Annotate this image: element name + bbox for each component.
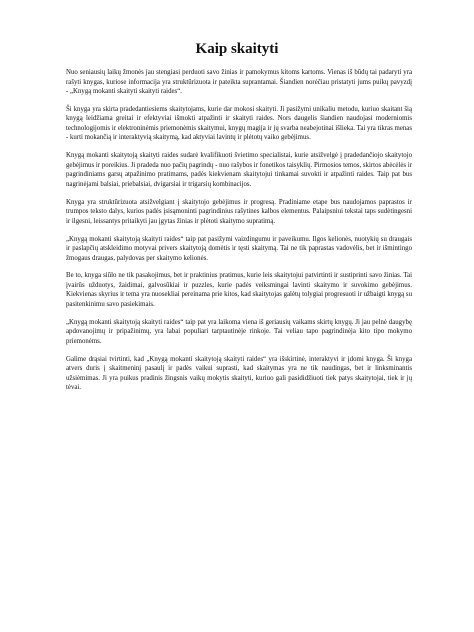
paragraph-5: „Knygą mokanti skaitytoją skaityti raides“ taip pat pasižymi vaizdingumu ir paveikumu. Ilgos kelionės, nuotykių su draugais ir paslapčių atskleidimo motyvai privers skaitytoją domėtis ir tęsti skaitymą. Tai ne tik paprastas vadovėlis, bet ir išmintingo žmogaus draugas, palydovas per skaitymo kelionės. [66,235,412,262]
paragraph-3: Knygą mokanti skaitytoją skaityti raides sudarė kvalifikuoti švietimo specialistai, kurie atsižvelgė į pradedančiojo skaitytojo gebėjimus ir poreikius. Ji pradeda nuo pačių pagrindų - nuo rašybos ir fonetikos taisyklių. Pirmosios temos, skirtos abėcėlės ir pagrindiniams garsų atpažinimo pratimams, padės kiekvienam skaitytojui tinkamai suvokti ir atpažinti raides. Taip pat bus nagrinėjami balsiai, priebalsiai, dvigarsiai ir trigarsių kombinacijos. [66,152,412,188]
document-body [66,68,412,401]
paragraph-4: Knyga yra struktūrizuota atsižvelgiant į skaitytojo gebėjimus ir progresą. Pradiniame etape bus naudojamos paprastos ir trumpos teksto dalys, kurios padės įsisąmoninti pagrindinius rašytines kalbos elementus. Palaipsniui tekstai taps sudėtingesni ir ilgesni, leissantys pritaikyti jau įgytas žinias ir plėtoti skaitymo supratimą. [66,198,412,225]
paragraph-6: Be to, knyga siūlo ne tik pasakojimus, bet ir praktinius pratimus, kurie leis skaitytojui patvirtinti ir sustiprinti savo žinias. Tai įvairūs užduotys, žaidimai, galvosūkiai ir puzzles, kurie padės veiksmingai lavinti skaitymo ir suvokimo gebėjimus. Kiekvienas skyrius ir tema yra nuosekliai pereinama prie kitos, kad skaitytojas galėtų tolygiai progresuoti ir užbaigti knygą su pasitenkinimu savo pasiekimais. [66,272,412,308]
paragraph-1: Nuo seniausių laikų žmonės jau stengiasi perduoti savo žinias ir pamokymus kitoms kartoms. Vienas iš būdų tai padaryti yra rašyti knygas, kuriose informacija yra struktūrizuota ir pateikta suprantamai. Šiandien norėčiau pristatyti jums puikų pavyzdį - „Knygą mokanti skaityti skaityti raides“. [66,69,412,95]
document-title: Kaip skaityti [195,41,279,57]
paragraph-2: Ši knyga yra skirta pradedantiesiems skaitytojams, kurie dar mokosi skaityti. Ji pasižymi unikaliu metodu, kuriuo skaitant šią knygą leidžiama greitai ir efektyviai išmokti atpažinti ir skaityti raides. Nors daugelis šiandien naudojasi moderniomis technologijomis ir elektroninėmis priemonėmis skaitymui, knygų magija ir jų svarba neabejotinai išlieka. Tai yra tikras menas - kurti mokančią ir interaktyvią skaitymą, kad aktyviai lavintų ir plėtotų vaiko gebėjimus. [66,105,412,142]
paragraph-8: Galime drąsiai tvirtinti, kad „Knygą mokanti skaitytoją skaityti raides“ yra išskirtinė, interaktyvi ir įdomi knyga. Ši knyga atvers duris į skaitmeninį pasaulį ir padės vaikui suprasti, kad skaitymas yra ne tik naudingas, bet ir linksminantis užsiėmimas. Ji yra puikus pradinis žingsnis vaikų mokytis skaityti, kuriuo gali pasididžiuoti tiek patys skaitytojai, tiek ir jų tėvai. [66,355,412,392]
paragraph-7: „Knygą mokanti skaitytoją skaityti raides“ taip pat yra laikoma viena iš geriausių vaikams skirtų knygų. Ji jau pelnė daugybę apdovanojimų ir pripažinimų, yra labai populiari tarptautinėje rinkoje. Tai veliau tapo pagrindinėja kito tipo mokymo priemonėms. [66,318,412,345]
